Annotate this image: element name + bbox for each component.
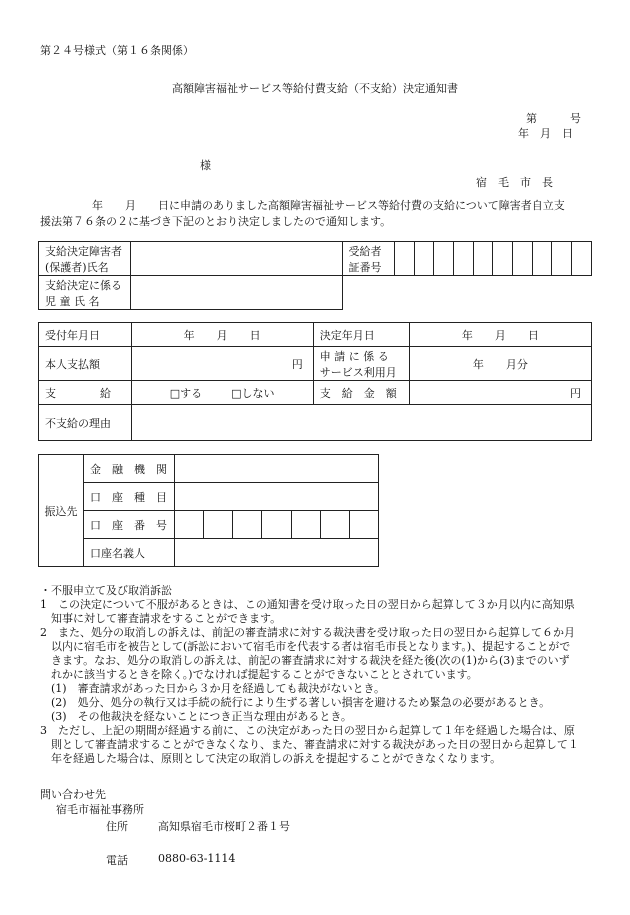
payment-yes-checkbox[interactable]: □する <box>169 386 203 400</box>
account-type-label-cell <box>83 483 174 511</box>
account-number-label-cell <box>83 511 174 539</box>
note-line: れかに該当するときを除く。)でなければ提起することができないこととされています。 <box>40 668 478 681</box>
account-type-label: 口 座 種 目 <box>89 490 167 504</box>
decision-date-field[interactable]: 年 月 日 <box>409 323 591 347</box>
child-name-label-cell <box>39 276 131 310</box>
self-pay-label-cell <box>39 347 132 381</box>
notes-heading: ・不服申立て及び取消訴訟 <box>40 584 172 597</box>
cert-digit-box[interactable] <box>473 242 493 276</box>
note-line: (3) その他裁決を経ないことにつき正当な理由があるとき。 <box>40 710 352 723</box>
note-line: (2) 処分、処分の執行又は手続の続行により生ずる著しい損害を避けるため緊急の必要があるとき。 <box>40 696 551 709</box>
document-title: 高額障害福祉サービス等給付費支給（不支給）決定通知書 <box>172 82 458 95</box>
account-digit-box[interactable] <box>291 511 320 539</box>
payment-amount-label: 支 給 金 額 <box>319 386 397 400</box>
contact-office: 宿毛市福祉事務所 <box>56 803 144 816</box>
cert-digit-box[interactable] <box>513 242 533 276</box>
note-line: 知事に対して審査請求をすることができます。 <box>40 612 282 625</box>
child-label-line2: 児 童 氏 名 <box>45 294 100 308</box>
account-digit-box[interactable] <box>349 511 378 539</box>
child-name-field[interactable] <box>130 276 342 310</box>
account-digit-box[interactable] <box>262 511 291 539</box>
cert-label-line2: 証番号 <box>348 260 382 274</box>
blank-area <box>342 276 591 310</box>
bank-field[interactable] <box>175 455 379 483</box>
received-date-label: 受付年月日 <box>45 328 100 342</box>
account-number-label: 口 座 番 号 <box>89 518 167 532</box>
phone-value: 0880-63-1114 <box>158 852 236 865</box>
child-label-line1: 支給決定に係る <box>45 278 122 292</box>
address-label: 住所 <box>106 820 128 833</box>
cert-digit-box[interactable] <box>434 242 454 276</box>
payment-amount-field[interactable]: 円 <box>409 381 591 405</box>
rejection-reason-label-cell <box>39 405 132 441</box>
cert-digit-box[interactable] <box>532 242 552 276</box>
intro-line-2: 援法第７６条の２に基づき下記のとおり決定しましたので通知します。 <box>40 215 392 228</box>
issuer-name: 宿 毛 市 長 <box>476 176 553 189</box>
bank-label-cell <box>83 455 174 483</box>
service-month-label-line1: 申 請 に 係 る <box>319 349 389 363</box>
addressee-suffix: 様 <box>200 159 211 172</box>
account-holder-label-cell <box>83 539 174 567</box>
applicant-name-field[interactable] <box>130 242 342 276</box>
appeal-notes <box>40 584 579 766</box>
account-digit-box[interactable] <box>320 511 349 539</box>
payment-label-cell <box>39 381 132 405</box>
note-line: 3 ただし、上記の期間が経過する前に、この決定があった日の翌日から起算して１年を経過した場合は、原 <box>40 724 575 737</box>
transfer-group-label: 振込先 <box>39 455 84 567</box>
rejection-reason-field[interactable] <box>131 405 591 441</box>
rejection-reason-label: 不支給の理由 <box>45 416 111 430</box>
note-line: 以内に宿毛市を被告として(訴訟において宿毛市を代表する者は宿毛市長となります。)、提起することがで <box>40 640 571 653</box>
applicant-label-line1: 支給決定障害者 <box>45 244 122 258</box>
cert-digit-box[interactable] <box>552 242 572 276</box>
document-date-label: 年 月 日 <box>518 127 573 140</box>
account-digit-box[interactable] <box>233 511 262 539</box>
applicant-label-line2: (保護者)氏名 <box>45 260 109 274</box>
account-holder-field[interactable] <box>175 539 379 567</box>
note-line: きます。なお、処分の取消しの訴えは、前記の審査請求に対する裁決を経た後(次の(1)から(3)までのいず <box>40 654 570 667</box>
cert-digit-box[interactable] <box>394 242 414 276</box>
account-digit-box[interactable] <box>175 511 204 539</box>
service-month-label-line2: サービス利用月 <box>319 365 397 379</box>
cert-digit-box[interactable] <box>572 242 592 276</box>
self-pay-label: 本人支払額 <box>45 357 100 371</box>
account-type-field[interactable] <box>175 483 379 511</box>
cert-digit-box[interactable] <box>454 242 474 276</box>
service-month-label-cell <box>313 347 409 381</box>
decision-table <box>38 322 592 441</box>
service-month-field[interactable]: 年 月分 <box>409 347 591 381</box>
form-number: 第２４号様式（第１６条関係） <box>40 44 194 57</box>
note-line: 則として審査請求することができなくなり、また、審査請求に対する裁決があった日の翌日から起算して１ <box>40 738 579 751</box>
note-line: (1) 審査請求があった日から３か月を経過しても裁決がないとき。 <box>40 682 386 695</box>
cert-label-line1: 受給者 <box>348 244 382 258</box>
payment-amount-label-cell <box>313 381 409 405</box>
account-holder-label: 口座名義人 <box>89 546 145 560</box>
note-line: 1 この決定について不服があるときは、この通知書を受け取った日の翌日から起算して３か月以内に高知県 <box>40 598 575 611</box>
note-line: 年を経過した場合は、原則として決定の取消しの訴えを提起することができなくなります。 <box>40 752 502 765</box>
payment-options <box>131 381 313 405</box>
phone-label: 電話 <box>106 854 128 867</box>
decision-date-label: 決定年月日 <box>319 328 375 342</box>
note-line: 2 また、処分の取消しの訴えは、前記の審査請求に対する裁決書を受け取った日の翌日から起算して６か月 <box>40 626 575 639</box>
received-date-label-cell <box>39 323 132 347</box>
intro-line-1: 年 月 日に申請のありました高額障害福祉サービス等給付費の支給について障害者自立支 <box>92 199 565 212</box>
payment-label: 支 給 <box>45 386 111 400</box>
transfer-table <box>38 454 379 567</box>
decision-date-label-cell <box>313 323 409 347</box>
self-pay-field[interactable]: 円 <box>131 347 313 381</box>
cert-digit-box[interactable] <box>493 242 513 276</box>
received-date-field[interactable]: 年 月 日 <box>131 323 313 347</box>
certificate-number-label-cell <box>342 242 394 276</box>
applicant-name-label-cell <box>39 242 131 276</box>
payment-no-checkbox[interactable]: □しない <box>231 386 275 400</box>
cert-digit-box[interactable] <box>414 242 434 276</box>
bank-label: 金 融 機 関 <box>89 462 167 476</box>
document-number-label: 第 号 <box>526 112 581 125</box>
applicant-table <box>38 241 592 310</box>
contact-heading: 問い合わせ先 <box>40 788 106 801</box>
address-value: 高知県宿毛市桜町２番１号 <box>158 820 290 833</box>
account-digit-box[interactable] <box>204 511 233 539</box>
